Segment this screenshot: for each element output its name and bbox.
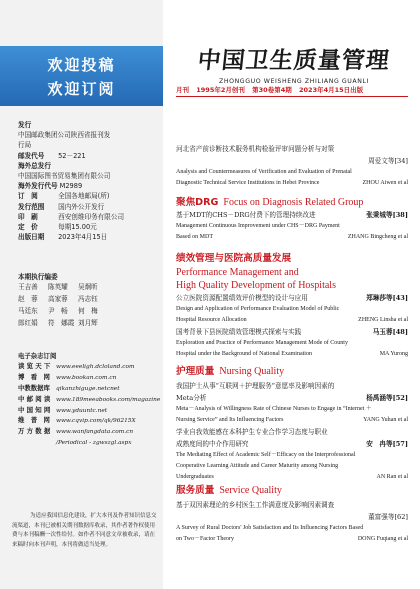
editor-name: 王吉善 xyxy=(18,283,38,292)
ejournal-row[interactable] xyxy=(18,395,163,406)
journal-title-pinyin: ZHONGGUO WEISHENG ZHILIANG GUANLI xyxy=(219,78,369,85)
ejournal-row[interactable] xyxy=(18,373,163,384)
editor-name: 何 梅 xyxy=(78,306,98,315)
article-title-en-cont: on Two－Factor Theory xyxy=(176,536,235,543)
ejournal-name: 维 普 网 xyxy=(18,416,50,425)
editor-name: 赵 蓉 xyxy=(18,295,38,303)
ejournal-url[interactable]: www.cqvip.com/qk/96215X xyxy=(56,418,136,425)
section-title-cn: 聚焦DRG xyxy=(176,197,219,208)
ejournal-name: 中教数据库 xyxy=(18,383,50,392)
article-author-en: DONG Fuqiang et al xyxy=(357,536,408,543)
article-title-cn: 国考背景下县医院绩效管理模式探索与实践 xyxy=(176,328,302,336)
ejournal-url[interactable]: www.yduuntc.net xyxy=(56,407,108,414)
article-author-en: YANG Yuhan et al xyxy=(363,417,408,424)
overseas-heading: 海外总发行 xyxy=(18,161,51,170)
masthead xyxy=(168,42,420,85)
issue-founded: 1995年2月创刊 xyxy=(196,86,245,94)
publication-info xyxy=(18,120,163,242)
toc-article-6[interactable] xyxy=(176,426,408,484)
editor-name: 高家蓉 xyxy=(48,295,68,303)
article-author-en: ZHOU Aiwen et al xyxy=(362,180,408,187)
section-performance xyxy=(176,252,408,292)
article-title-en: A Survey of Rural Doctors' Job Satisfaction and Its Influencing Factors Based xyxy=(176,525,364,531)
article-title-cn-cont: 成熟度间的中介作用研究 xyxy=(176,440,249,448)
left-sidebar xyxy=(0,0,163,589)
ejournal-row[interactable] xyxy=(18,416,163,427)
section-title-en-1: Performance Management and xyxy=(176,267,299,278)
article-title-en-cont: Hospital under the Background of National Examination xyxy=(176,351,312,358)
price-value: 每期15.00元 xyxy=(58,223,97,232)
article-title-en-cont: Cooperative Learning Attitude and Career Maturity among Nursing xyxy=(176,463,339,470)
article-title-cn: 基于双因素理论的乡村医生工作满意度及影响因素调查 xyxy=(176,501,335,509)
publish-date-label: 出版日期 xyxy=(18,233,45,242)
promo-line-submit: 欢迎投稿 xyxy=(47,56,116,74)
ejournal-name: 万 方 数 据 xyxy=(18,427,51,436)
postal-code-label: 邮发代号 xyxy=(18,151,45,160)
ejournal-row[interactable] xyxy=(18,427,163,438)
section-title-en: Focus on Diagnosis Related Group xyxy=(223,197,364,208)
article-author-en: AN Ran et al xyxy=(376,474,408,481)
ejournal-url[interactable]: /Periodical - zgwszgl.aspx xyxy=(56,440,132,447)
toc-article-3[interactable] xyxy=(176,292,408,326)
issue-frequency: 月刊 xyxy=(176,86,189,94)
distribution-label: 发行范围 xyxy=(18,202,45,211)
article-title-cn: 公立医院资源配置绩效评价模型的设计与应用 xyxy=(176,294,308,302)
toc-article-7[interactable] xyxy=(176,499,408,545)
ejournal-row[interactable] xyxy=(18,384,163,395)
ejournal-name: 中 国 知 网 xyxy=(18,405,51,414)
article-author-cn: 安 冉等[57] xyxy=(366,440,408,448)
article-author-en: MA Yurong xyxy=(379,351,408,358)
promo-banner xyxy=(0,46,163,106)
sponsor-line-1: 中国邮政集团公司陕西省报刊发 xyxy=(18,131,111,140)
editor-name: 郎红娟 xyxy=(18,318,38,327)
ejournal-name: 中 邮 阅 读 xyxy=(18,394,51,403)
price-label: 定 价 xyxy=(18,223,38,232)
article-title-en-cont: Nursing Service” and Its Influencing Factors xyxy=(176,417,284,424)
ejournal-name: 博 看 网 xyxy=(18,372,50,381)
ejournal-heading: 电子杂志订阅 xyxy=(18,352,57,360)
sponsor-line-2: 行局 xyxy=(18,141,32,150)
journal-title: 中国卫生质量管理 xyxy=(196,47,392,74)
ejournal-name: 读 览 天 下 xyxy=(18,361,51,370)
postal-code: 52－221 xyxy=(58,151,86,160)
article-title-en: Exploration and Practice of Performance Management Mode of County xyxy=(176,340,348,346)
issue-date: 2023年4月15日出版 xyxy=(299,86,364,94)
article-title-en: Analysis and Countermeasures of Verification and Evaluation of Prenatal xyxy=(176,169,352,175)
ejournal-url[interactable]: qikanzhiguge.netcnet xyxy=(56,385,120,392)
article-title-cn: 基于MDT的CHS－DRG付费下的管理持续改进 xyxy=(176,211,316,219)
section-title-cn: 护理质量 xyxy=(176,366,215,377)
article-title-en: Meta－Analysis of Willingness Rate of Chinese Nurses to Engage in “Internet ＋ xyxy=(176,406,372,412)
editor-names-grid xyxy=(18,282,163,328)
overseas-distributor: 中国国际图书贸易集团有限公司 xyxy=(18,172,111,181)
editor-name: 尹 畅 xyxy=(48,306,68,315)
article-title-cn: 河北省产前诊断技术服务机构检验评审问题分析与对策 xyxy=(176,145,335,153)
editorial-board xyxy=(18,272,163,328)
section-title-en: Nursing Quality xyxy=(219,366,285,377)
section-title-en: Service Quality xyxy=(219,485,282,496)
ejournal-url[interactable]: www.eeeligh.dcloland.com xyxy=(56,363,135,370)
article-title-en: Management Continuous Improvement under CHS－DRG Payment xyxy=(176,223,340,229)
section-title-cn: 服务质量 xyxy=(176,485,215,496)
article-author-cn: 杨禹涵等[52] xyxy=(366,394,408,402)
article-author-cn: 马玉蓉[48] xyxy=(372,328,408,336)
printer-value: 西安创维印务有限公司 xyxy=(58,212,125,221)
article-title-cn-cont: Meta分析 xyxy=(176,394,207,402)
sponsor-heading: 发行 xyxy=(18,121,32,129)
section-drg xyxy=(176,196,408,210)
article-author-cn: 张秉城等[38] xyxy=(366,211,408,219)
article-title-en: The Mediating Effect of Academic Self－Efficacy on the Interprofessional xyxy=(176,452,356,458)
editor-name: 马廷东 xyxy=(18,306,38,315)
editor-name: 冯志钰 xyxy=(78,295,98,303)
overseas-code-label: 海外发行代号 xyxy=(18,182,58,191)
article-title-en-cont: Based on MDT xyxy=(176,234,213,241)
order-value: 全国各地邮局(所) xyxy=(58,192,110,201)
copyright-notice: 为适应我国信息化建设，扩大本刊及作者知识信息交流渠道，本刊已被相关期刊数据库收录，其作者著作权使用费与本刊稿酬一次性给付。如作者不同意文章被收录，请在来稿时向本刊声明，本刊将做适当处理。 xyxy=(12,513,157,548)
editorial-board-heading: 本期执行编委 xyxy=(18,273,58,281)
section-nursing xyxy=(176,365,408,379)
promo-line-subscribe: 欢迎订阅 xyxy=(47,80,116,98)
issue-line xyxy=(176,85,408,94)
distribution-value: 国内外公开发行 xyxy=(58,202,105,211)
editor-name: 符 娜霞 xyxy=(48,318,75,327)
ejournal-url[interactable]: www.189meeabooks.com/magazine xyxy=(56,396,161,403)
article-title-cn: 学业自我效能感在本科护生专业合作学习态度与职业 xyxy=(176,428,328,436)
header-rule xyxy=(176,96,408,97)
ejournal-row[interactable] xyxy=(18,406,163,417)
toc-article-4[interactable] xyxy=(176,326,408,360)
toc-article-1[interactable] xyxy=(176,143,408,189)
toc-article-5[interactable] xyxy=(176,380,408,426)
article-author-en: ZHANG Bingcheng et al xyxy=(347,234,408,241)
editor-name: 吴炯昕 xyxy=(78,283,98,292)
section-title-cn: 绩效管理与医院高质量发展 xyxy=(176,253,292,264)
article-author-en: ZHENG Linsha et al xyxy=(358,317,408,324)
publish-date: 2023年4月15日 xyxy=(58,233,108,242)
ejournal-url[interactable]: www.bookan.com.cn xyxy=(56,374,117,381)
issue-volume: 第30卷第4期 xyxy=(252,86,292,94)
ejournal-subscriptions xyxy=(18,352,163,449)
overseas-code: M2989 xyxy=(59,182,83,191)
ejournal-url[interactable]: www.wanfangdata.com.cn xyxy=(56,429,134,436)
article-title-en-cont: Hospital Resource Allocation xyxy=(176,317,247,324)
article-title-en: Design and Application of Performance Evaluation Model of Public xyxy=(176,306,340,312)
article-title-cn: 我国护士从事“互联网＋护理服务”意愿率及影响因素的 xyxy=(176,382,335,390)
article-title-en-cont: Diagnostic Technical Service Institutions in Hebei Province xyxy=(176,180,320,187)
article-author-cn: 郑琳莎等[43] xyxy=(366,294,408,302)
article-author-cn: 周爱文等[34] xyxy=(368,157,408,165)
article-title-en-cont-2: Undergraduates xyxy=(176,474,214,481)
section-service xyxy=(176,484,408,498)
article-author-cn: 董富强等[62] xyxy=(368,513,408,521)
section-title-en-2: High Quality Development of Hospitals xyxy=(176,280,336,291)
printer-label: 印 刷 xyxy=(18,212,38,221)
editor-name: 刘月辉 xyxy=(78,318,98,327)
ejournal-row[interactable] xyxy=(18,438,163,449)
toc-article-2[interactable] xyxy=(176,209,408,243)
ejournal-list xyxy=(18,362,163,449)
ejournal-row[interactable] xyxy=(18,362,163,373)
editor-name: 陈英耀 xyxy=(48,283,68,292)
order-label: 订 阅 xyxy=(18,192,38,201)
